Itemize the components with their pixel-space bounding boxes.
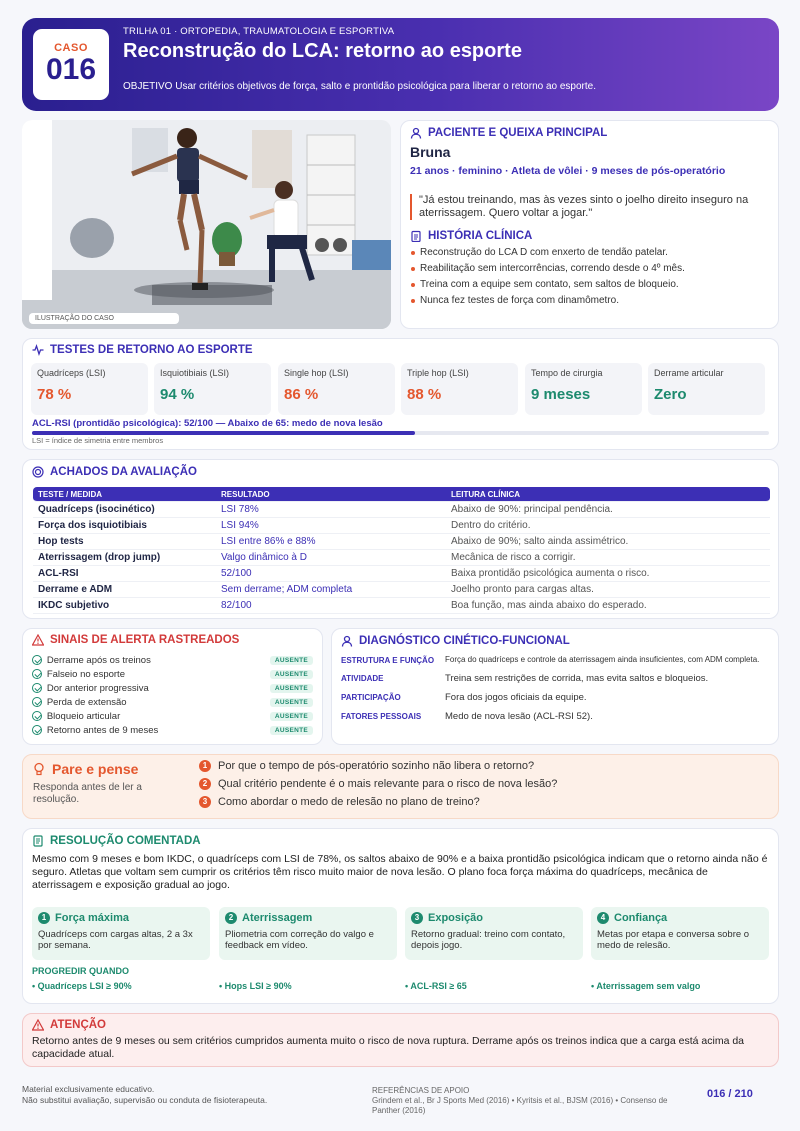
table-header	[33, 487, 770, 502]
patient-section-label: PACIENTE E QUEIXA PRINCIPAL	[428, 127, 608, 139]
footer-disclaimer	[22, 1084, 267, 1106]
patient-card	[400, 120, 779, 329]
think-title	[32, 761, 138, 777]
table-cell: Abaixo de 90%; salto ainda assimétrico.	[451, 536, 629, 547]
diagnosis-list	[341, 655, 769, 722]
status-badge: AUSENTE	[270, 670, 313, 679]
think-questions	[199, 760, 557, 814]
history-section-title	[410, 230, 769, 242]
metric-hamstrings	[154, 363, 271, 415]
references-text: Grindem et al., Br J Sports Med (2016) • Kyritsis et al., BJSM (2016) • Consenso de Panther (2016)	[372, 1096, 668, 1115]
alert-label: Retorno antes de 9 meses	[46, 724, 159, 736]
warning-icon	[32, 1019, 44, 1031]
alert-label: Dor anterior progressiva	[46, 682, 149, 694]
history-item: Reconstrução do LCA D com enxerto de tendão patelar.	[410, 247, 769, 258]
table-row	[33, 534, 770, 550]
table-cell: Aterrissagem (drop jump)	[38, 552, 161, 563]
status-badge: AUSENTE	[270, 684, 313, 693]
table-cell: 52/100	[221, 568, 252, 579]
table-row	[33, 582, 770, 598]
table-cell: Sem derrame; ADM completa	[221, 584, 353, 595]
alert-label: Derrame após os treinos	[46, 654, 151, 666]
case-label: CASO	[54, 42, 88, 54]
disclaimer-line: Não substitui avaliação, supervisão ou conduta de fisioterapeuta.	[22, 1095, 268, 1105]
check-circle-icon	[32, 711, 42, 721]
pulse-icon	[32, 344, 44, 356]
question-number: 1	[199, 760, 211, 772]
aclrsi-progress-fill	[32, 431, 415, 435]
status-badge: AUSENTE	[270, 698, 313, 707]
table-cell: Derrame e ADM	[38, 584, 113, 595]
diagnosis-key: ESTRUTURA E FUNÇÃO	[341, 656, 435, 665]
question-number: 3	[199, 796, 211, 808]
photo-caption: ILUSTRAÇÃO DO CASO	[29, 313, 179, 324]
table-row	[33, 518, 770, 534]
alerts-list	[32, 653, 313, 737]
table-cell: Hop tests	[38, 536, 84, 547]
patient-name: Bruna	[410, 144, 451, 160]
footer-references	[372, 1086, 687, 1116]
trail-label: TRILHA 01 · ORTOPEDIA, TRAUMATOLOGIA E ESPORTIVA	[123, 26, 395, 37]
metric-value: 86 %	[284, 386, 319, 403]
step-description: Pliometria com correção do valgo e feedback em vídeo.	[225, 929, 374, 951]
aclrsi-progress-track	[32, 431, 769, 435]
column-header: RESULTADO	[221, 489, 270, 499]
check-circle-icon	[32, 655, 42, 665]
physiotherapy-scene-image	[22, 120, 391, 329]
step-title: Aterrissagem	[242, 912, 313, 924]
target-icon	[32, 466, 44, 478]
resolution-section-title	[32, 835, 201, 847]
question-item	[199, 796, 557, 808]
table-row	[33, 550, 770, 566]
table-cell: Joelho pronto para cargas altas.	[451, 584, 594, 595]
findings-card	[22, 459, 779, 619]
metric-quadriceps	[31, 363, 148, 415]
check-circle-icon	[32, 697, 42, 707]
metric-label: Tempo de cirurgia	[531, 368, 603, 378]
table-cell: 82/100	[221, 600, 252, 611]
metric-label: Quadríceps (LSI)	[37, 368, 106, 378]
table-cell: IKDC subjetivo	[38, 600, 110, 611]
user-icon	[341, 635, 353, 647]
table-row	[33, 502, 770, 518]
table-cell: Baixa prontidão psicológica aumenta o risco.	[451, 568, 650, 579]
metric-triple-hop	[401, 363, 518, 415]
step-description: Metas por etapa e conversa sobre o medo de relesão.	[597, 929, 750, 951]
metric-label: Triple hop (LSI)	[407, 368, 469, 378]
lsi-footnote: LSI = índice de simetria entre membros	[32, 436, 164, 445]
resolution-text: Mesmo com 9 meses e bom IKDC, o quadríceps com LSI de 78%, os saltos abaixo de 90% e a baixa prontidão psicológica indicam que o retorno ainda não é seguro. Atletas que voltam sem cumprir os critérios têm risco muito maior de nova lesão. O plano foca força máxima do quadríceps, mecânica de aterrissagem e exposição gradual ao jogo.	[32, 853, 768, 891]
step-number: 3	[411, 912, 423, 924]
table-row	[33, 566, 770, 582]
alert-item	[32, 653, 313, 667]
metric-value: Zero	[654, 386, 687, 403]
warning-text: Retorno antes de 9 meses ou sem critérios cumpridos aumenta muito o risco de nova ruptura. Derrame após os treinos indica que a carga está acima da capacidade atual.	[32, 1035, 745, 1060]
clipboard-icon	[410, 230, 422, 242]
aclrsi-text: ACL-RSI (prontidão psicológica): 52/100 — Abaixo de 65: medo de nova lesão	[32, 418, 383, 429]
step-card	[32, 907, 210, 960]
step-description: Retorno gradual: treino com contato, depois jogo.	[411, 929, 566, 951]
diagnosis-key: FATORES PESSOAIS	[341, 712, 422, 721]
patient-section-title	[410, 127, 769, 139]
think-card	[22, 754, 779, 819]
diagnosis-card	[331, 628, 779, 745]
alert-item	[32, 695, 313, 709]
metric-value: 78 %	[37, 386, 72, 403]
step-card	[591, 907, 769, 960]
references-title: REFERÊNCIAS DE APOIO	[372, 1086, 470, 1095]
diagnosis-key: ATIVIDADE	[341, 674, 384, 683]
think-subtitle: Responda antes de ler a resolução.	[33, 782, 142, 805]
history-list	[410, 247, 769, 306]
metric-label: Derrame articular	[654, 368, 724, 378]
metric-single-hop	[278, 363, 395, 415]
history-section-label: HISTÓRIA CLÍNICA	[428, 230, 533, 242]
step-title: Força máxima	[55, 912, 129, 924]
diagnosis-value: Medo de nova lesão (ACL-RSI 52).	[445, 711, 593, 722]
alert-item	[32, 723, 313, 737]
diagnosis-value: Fora dos jogos oficiais da equipe.	[445, 692, 587, 703]
case-header	[22, 18, 779, 111]
table-cell: Mecânica de risco a corrigir.	[451, 552, 576, 563]
disclaimer-line: Material exclusivamente educativo.	[22, 1084, 155, 1094]
objective-text: OBJETIVO Usar critérios objetivos de força, salto e prontidão psicológica para liberar o retorno ao esporte.	[123, 81, 597, 92]
alerts-section-title	[32, 634, 313, 646]
diagnosis-row	[341, 692, 769, 703]
tests-section-title	[32, 344, 253, 356]
diagnosis-value: Treina sem restrições de corrida, mas evita saltos e bloqueios.	[445, 673, 709, 684]
question-item	[199, 778, 557, 790]
findings-section-title	[32, 466, 197, 478]
step-number: 2	[225, 912, 237, 924]
column-header: LEITURA CLÍNICA	[451, 489, 521, 499]
column-header: TESTE / MEDIDA	[38, 489, 103, 499]
status-badge: AUSENTE	[270, 712, 313, 721]
user-icon	[410, 127, 422, 139]
diagnosis-row	[341, 673, 769, 684]
case-illustration	[22, 120, 391, 329]
diagnosis-section-title	[341, 635, 769, 647]
warning-title	[32, 1019, 769, 1031]
table-cell: ACL-RSI	[38, 568, 79, 579]
check-circle-icon	[32, 725, 42, 735]
step-card	[405, 907, 583, 960]
diagnosis-row	[341, 711, 769, 722]
patient-quote: "Já estou treinando, mas às vezes sinto o joelho direito inseguro na aterrissagem. Quero voltar a jogar."	[410, 194, 769, 220]
step-card	[219, 907, 397, 960]
status-badge: AUSENTE	[270, 656, 313, 665]
table-cell: Valgo dinâmico à D	[221, 552, 307, 563]
metric-label: Isquiotibiais (LSI)	[160, 368, 230, 378]
table-row	[33, 598, 770, 614]
alert-item	[32, 667, 313, 681]
step-number: 1	[38, 912, 50, 924]
table-cell: LSI 78%	[221, 504, 259, 515]
metric-value: 94 %	[160, 386, 195, 403]
diagnosis-key: PARTICIPAÇÃO	[341, 693, 401, 702]
diagnosis-section-label: DIAGNÓSTICO CINÉTICO-FUNCIONAL	[359, 635, 570, 647]
lightbulb-icon	[32, 762, 46, 776]
diagnosis-value: Força do quadríceps e controle da aterrissagem ainda insuficientes, com ADM completa.	[445, 655, 760, 664]
step-description: Quadríceps com cargas altas, 2 a 3x por semana.	[38, 929, 193, 951]
question-text: Como abordar o medo de relesão no plano de treino?	[218, 796, 480, 808]
history-item: Treina com a equipe sem contato, sem saltos de bloqueio.	[410, 279, 769, 290]
alert-label: Falseio no esporte	[46, 668, 125, 680]
step-title: Exposição	[428, 912, 484, 924]
warning-title-label: ATENÇÃO	[50, 1019, 107, 1031]
metric-surgery-time	[525, 363, 642, 415]
status-badge: AUSENTE	[270, 726, 313, 735]
warning-icon	[32, 634, 44, 646]
think-title-label: Pare e pense	[52, 761, 139, 777]
check-circle-icon	[32, 683, 42, 693]
alert-label: Perda de extensão	[46, 696, 127, 708]
table-cell: Boa função, mas ainda abaixo do esperado.	[451, 600, 647, 611]
findings-section-label: ACHADOS DA AVALIAÇÃO	[50, 466, 197, 478]
table-cell: LSI entre 86% e 88%	[221, 536, 316, 547]
metric-value: 9 meses	[531, 386, 591, 403]
alert-label: Bloqueio articular	[46, 710, 121, 722]
progress-criterion: • Hops LSI ≥ 90%	[219, 981, 292, 991]
resolution-section-label: RESOLUÇÃO COMENTADA	[50, 835, 201, 847]
progress-title: PROGREDIR QUANDO	[32, 966, 130, 976]
step-number: 4	[597, 912, 609, 924]
progress-criterion: • ACL-RSI ≥ 65	[405, 981, 467, 991]
case-number-box	[33, 29, 109, 100]
table-cell: Dentro do critério.	[451, 520, 531, 531]
page-title: Reconstrução do LCA: retorno ao esporte	[123, 40, 522, 62]
warning-card	[22, 1013, 779, 1067]
check-circle-icon	[32, 669, 42, 679]
question-number: 2	[199, 778, 211, 790]
history-item: Nunca fez testes de força com dinamômetro.	[410, 295, 769, 306]
metric-effusion	[648, 363, 765, 415]
alerts-section-label: SINAIS DE ALERTA RASTREADOS	[50, 634, 240, 646]
metric-value: 88 %	[407, 386, 442, 403]
alert-item	[32, 681, 313, 695]
progress-criterion: • Aterrissagem sem valgo	[591, 981, 700, 991]
progress-criterion: • Quadríceps LSI ≥ 90%	[32, 981, 132, 991]
history-item: Reabilitação sem intercorrências, correndo desde o 4º mês.	[410, 263, 769, 274]
case-number: 016	[45, 53, 97, 86]
findings-table	[33, 487, 770, 614]
diagnosis-row	[341, 655, 769, 665]
metric-label: Single hop (LSI)	[284, 368, 349, 378]
return-tests-card	[22, 338, 779, 450]
question-text: Por que o tempo de pós-operatório sozinho não libera o retorno?	[218, 760, 535, 772]
question-text: Qual critério pendente é o mais relevante para o risco de nova lesão?	[218, 778, 558, 790]
table-cell: Quadríceps (isocinético)	[38, 504, 155, 515]
table-cell: Abaixo de 90%: principal pendência.	[451, 504, 613, 515]
alerts-card	[22, 628, 323, 745]
step-title: Confiança	[614, 912, 668, 924]
tests-section-label: TESTES DE RETORNO AO ESPORTE	[50, 344, 253, 356]
document-icon	[32, 835, 44, 847]
resolution-card	[22, 828, 779, 1004]
table-cell: LSI 94%	[221, 520, 259, 531]
alert-item	[32, 709, 313, 723]
question-item	[199, 760, 557, 772]
table-cell: Força dos isquiotibiais	[38, 520, 147, 531]
page-number: 016 / 210	[707, 1088, 753, 1100]
patient-details: 21 anos · feminino · Atleta de vôlei · 9 meses de pós-operatório	[410, 165, 726, 177]
